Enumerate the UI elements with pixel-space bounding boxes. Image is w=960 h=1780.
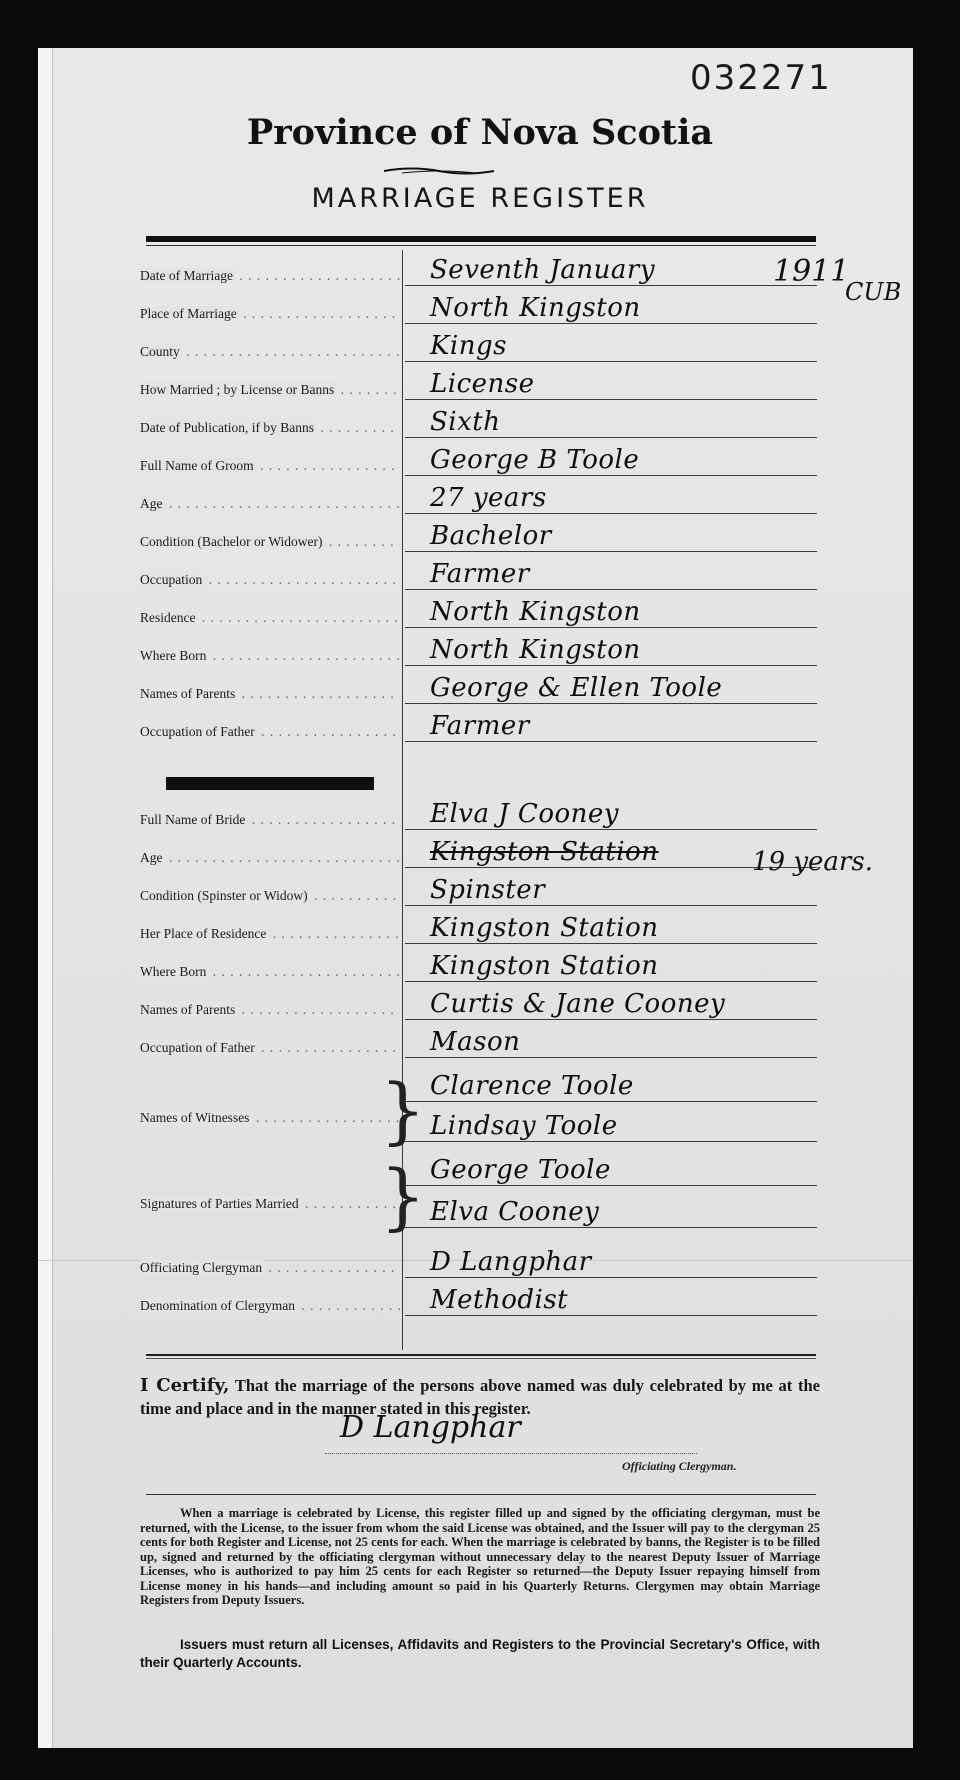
field-value: George B Toole (430, 445, 640, 475)
field-value: Methodist (430, 1285, 569, 1315)
bride-age-correction: 19 years. (752, 847, 873, 877)
field-label: Names of Parents (140, 686, 236, 701)
field-label: Where Born (140, 964, 207, 979)
field-label: Denomination of Clergyman (140, 1298, 295, 1313)
party-row (0, 1152, 960, 1190)
field-label: County (140, 344, 180, 359)
field-label: Full Name of Groom (140, 458, 254, 473)
field-row (0, 366, 960, 404)
field-row (0, 948, 960, 986)
issuers-notice: Issuers must return all Licenses, Affidavits and Registers to the Provincial Secretary's Office, with their Quarterly Accounts. (140, 1637, 820, 1670)
field-value: North Kingston (430, 635, 641, 665)
field-label: Full Name of Bride (140, 812, 246, 827)
field-label: Date of Marriage (140, 268, 233, 283)
header-rule-thin (146, 245, 816, 246)
party-brace: } (380, 1154, 426, 1238)
initials-note: CUB (845, 278, 902, 306)
field-row (0, 670, 960, 708)
field-label: Names of Witnesses (140, 1110, 250, 1125)
field-label: Where Born (140, 648, 207, 663)
field-value: Spinster (430, 875, 546, 905)
field-row (0, 1024, 960, 1062)
section-divider-bar (166, 777, 374, 790)
field-row (0, 518, 960, 556)
field-label: Date of Publication, if by Banns (140, 420, 314, 435)
field-row (0, 594, 960, 632)
certify-text: That the marriage of the persons above named was duly celebrated by me at the time and place and in the manner stated in this register. (140, 1376, 820, 1418)
field-value: D Langphar (430, 1247, 592, 1277)
party-row (0, 1194, 960, 1232)
field-label: Occupation of Father (140, 1040, 255, 1055)
field-label: Place of Marriage (140, 306, 237, 321)
field-row (0, 986, 960, 1024)
field-row (0, 404, 960, 442)
field-row (0, 1244, 960, 1282)
field-row (0, 796, 960, 834)
field-value: Farmer (430, 711, 530, 741)
field-label: Names of Parents (140, 1002, 236, 1017)
party-signature: Elva Cooney (430, 1197, 600, 1227)
field-value: Bachelor (430, 521, 552, 551)
field-row (0, 910, 960, 948)
field-value: Seventh January (430, 255, 656, 285)
field-row (0, 1282, 960, 1320)
field-row (0, 872, 960, 910)
field-label: Condition (Bachelor or Widower) (140, 534, 323, 549)
field-label: Residence (140, 610, 196, 625)
field-label: Age (140, 496, 163, 511)
field-value: 27 years (430, 483, 547, 513)
field-value: Kingston Station (430, 913, 659, 943)
footer-rule (146, 1354, 816, 1356)
party-signature: George Toole (430, 1155, 611, 1185)
serial-number: 032271 (690, 58, 832, 98)
field-value: North Kingston (430, 597, 641, 627)
field-value: North Kingston (430, 293, 641, 323)
witness-name: Clarence Toole (430, 1071, 634, 1101)
field-row (0, 442, 960, 480)
field-row (0, 328, 960, 366)
field-value: Kingston Station (430, 951, 659, 981)
license-notice: When a marriage is celebrated by License, this register filled up and signed by the officiating clergyman, must be returned, with the License, to the issuer from whom the said License was obtained, and the Issuer will pay to the clergyman 25 cents for both Register and License, not 25 cents for each. When the marriage is celebrated by banns, the Register is to be filled up, signed and returned by the officiating clergyman without unnecessary delay to the nearest Deputy Issuer of Marriage Licenses, who is authorized to pay him 25 cents for each Register so returned—the Deputy Issuer repaying himself from License money in his hands—and including amount so paid in his Quarterly Returns. Clergymen may obtain Marriage Registers from Deputy Issuers. (140, 1506, 820, 1607)
field-row (0, 480, 960, 518)
field-label: Condition (Spinster or Widow) (140, 888, 308, 903)
header-rule (146, 236, 816, 242)
witness-row (0, 1068, 960, 1106)
field-value: License (430, 369, 535, 399)
footer-rule-thin (146, 1358, 816, 1359)
field-label: Age (140, 850, 163, 865)
field-label: Occupation of Father (140, 724, 255, 739)
witness-brace: } (380, 1068, 426, 1152)
field-value: Farmer (430, 559, 530, 589)
field-value: Kings (430, 331, 507, 361)
field-row (0, 556, 960, 594)
year-note: 1911 (773, 254, 850, 289)
clergy-signature: D Langphar (340, 1410, 521, 1445)
form-title: Province of Nova Scotia (246, 112, 714, 153)
field-label: How Married ; by License or Banns (140, 382, 335, 397)
field-value: Curtis & Jane Cooney (430, 989, 726, 1019)
signature-caption: Officiating Clergyman. (622, 1459, 737, 1473)
field-value: Elva J Cooney (430, 799, 619, 829)
signature-line (325, 1453, 697, 1455)
witness-name: Lindsay Toole (430, 1111, 618, 1141)
field-value: Sixth (430, 407, 501, 437)
certify-lead: I Certify, (140, 1375, 230, 1396)
witness-row (0, 1108, 960, 1146)
field-row (0, 632, 960, 670)
field-value: George & Ellen Toole (430, 673, 723, 703)
field-label: Signatures of Parties Married (140, 1196, 299, 1211)
form-subtitle: MARRIAGE REGISTER (311, 183, 649, 214)
field-value-struck: Kingston Station (430, 837, 659, 867)
field-row (0, 290, 960, 328)
field-label: Officiating Clergyman (140, 1260, 263, 1275)
field-label: Occupation (140, 572, 203, 587)
field-label: Her Place of Residence (140, 926, 267, 941)
title-flourish (382, 166, 496, 176)
field-value: Mason (430, 1027, 521, 1057)
notice-rule (146, 1494, 816, 1495)
field-row (0, 708, 960, 746)
